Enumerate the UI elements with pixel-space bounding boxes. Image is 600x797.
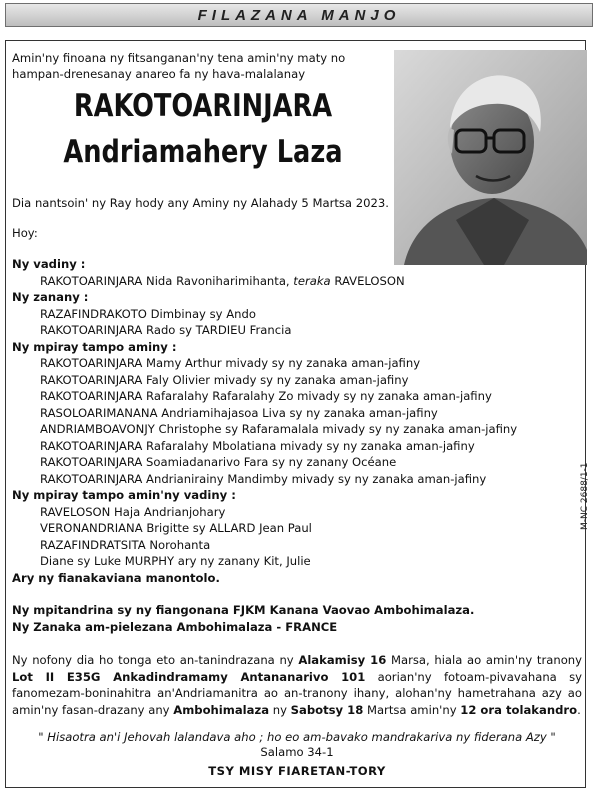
funeral-day-2: Sabotsy 18 bbox=[290, 702, 364, 717]
funeral-text: Ny nofony dia ho tonga eto an-tanindrazana ny bbox=[12, 653, 299, 667]
funeral-text: Marsa, hiala ao amin'ny tranony bbox=[386, 653, 582, 667]
funeral-paragraph bbox=[12, 652, 582, 718]
group-heading: Ny zanany : bbox=[12, 290, 89, 304]
group-item bbox=[12, 273, 517, 290]
church-line: Ny mpitandrina sy ny fiangonana FJKM Kanana Vaovao Ambohimalaza. bbox=[12, 603, 475, 617]
funeral-text: Martsa amin'ny bbox=[363, 702, 461, 717]
funeral-day-1: Alakamisy 16 bbox=[298, 653, 387, 667]
group-item: RAZAFINDRAKOTO Dimbinay sy Ando bbox=[40, 306, 256, 321]
group-item: RASOLOARIMANANA Andriamihajasoa Liva sy ny zanaka aman-jafiny bbox=[40, 405, 438, 420]
group-heading: Ary ny fianakaviana manontolo. bbox=[12, 570, 220, 585]
group-item: RAZAFINDRATSITA Norohanta bbox=[40, 537, 211, 552]
funeral-text: . bbox=[577, 702, 581, 717]
family-groups bbox=[12, 256, 517, 586]
bible-quote: " Hisaotra an'i Jehovah lalandava aho ; ho eo am-bavako mandrakariva ny fiderana Azy " bbox=[38, 730, 556, 744]
group-item: Diane sy Luke MURPHY ary ny zanany Kit, Julie bbox=[40, 554, 311, 568]
group-heading: Ny vadiny : bbox=[12, 257, 86, 271]
group-item: ANDRIAMBOAVONJY Christophe sy Rafaramalala mivady sy ny zanaka aman-jafiny bbox=[40, 422, 518, 436]
closing-line: TSY MISY FIARETAN-TORY bbox=[208, 764, 386, 778]
group-heading: Ny mpiray tampo amin'ny vadiny : bbox=[12, 488, 236, 502]
notice-header bbox=[5, 3, 593, 27]
funeral-place: Ambohimalaza bbox=[173, 702, 270, 717]
group-item: VERONANDRIANA Brigitte sy ALLARD Jean Paul bbox=[40, 521, 312, 535]
group-item: RAKOTOARINJARA Rado sy TARDIEU Francia bbox=[40, 323, 292, 337]
church-line: Ny Zanaka am-pielezana Ambohimalaza - FRANCE bbox=[12, 620, 338, 634]
intro-text: Amin'ny finoana ny fitsanganan'ny tena amin'ny maty no hampan-drenesanay anareo fa ny hava-malalanay bbox=[12, 51, 346, 81]
group-item-text: RAKOTOARINJARA Nida Ravoniharimihanta, teraka RAVELOSON bbox=[40, 273, 405, 288]
group-item: RAVELOSON Haja Andrianjohary bbox=[40, 504, 226, 519]
group-item: RAKOTOARINJARA Faly Olivier mivady sy ny zanaka aman-jafiny bbox=[40, 372, 409, 387]
group-item: RAKOTOARINJARA Rafaralahy Mbolatiana mivady sy ny zanaka aman-jafiny bbox=[40, 438, 475, 453]
teraka-word: teraka bbox=[293, 273, 331, 288]
deceased-portrait-photo bbox=[394, 50, 587, 265]
deceased-given-names: Andriamahery Laza bbox=[63, 134, 343, 170]
death-notice-text: Dia nantsoin' ny Ray hody any Aminy ny Alahady 5 Martsa 2023. bbox=[12, 196, 389, 210]
bible-reference: Salamo 34-1 bbox=[260, 745, 334, 759]
deceased-surname: RAKOTOARINJARA bbox=[73, 88, 333, 124]
funeral-address: Lot II E35G Ankadindramamy Antananarivo 101 bbox=[12, 669, 366, 684]
notice-header-title: FILAZANA MANJO bbox=[197, 6, 401, 24]
group-item: RAKOTOARINJARA Soamiadanarivo Fara sy ny zanany Océane bbox=[40, 455, 397, 469]
group-item: RAKOTOARINJARA Andrianirainy Mandimby mivady sy ny zanaka aman-jafiny bbox=[40, 471, 487, 486]
hoy-label: Hoy: bbox=[12, 226, 38, 240]
group-item: RAKOTOARINJARA Rafaralahy Rafaralahy Zo mivady sy ny zanaka aman-jafiny bbox=[40, 389, 492, 403]
group-item: RAKOTOARINJARA Mamy Arthur mivady sy ny zanaka aman-jafiny bbox=[40, 356, 421, 370]
funeral-hour: 12 ora tolakandro bbox=[460, 702, 578, 717]
funeral-text: aorian'ny fotoam-pivavahana sy fanomezam-boninahitra an'Andriamanitra ao an-tranony ihany, alohan'ny hametrahana azy ao amin'ny fasan-drazany any bbox=[12, 669, 582, 717]
funeral-text: ny bbox=[269, 702, 291, 717]
side-reference-code: M-NC 2688/1-1 bbox=[580, 462, 590, 530]
group-heading: Ny mpiray tampo aminy : bbox=[12, 339, 177, 354]
